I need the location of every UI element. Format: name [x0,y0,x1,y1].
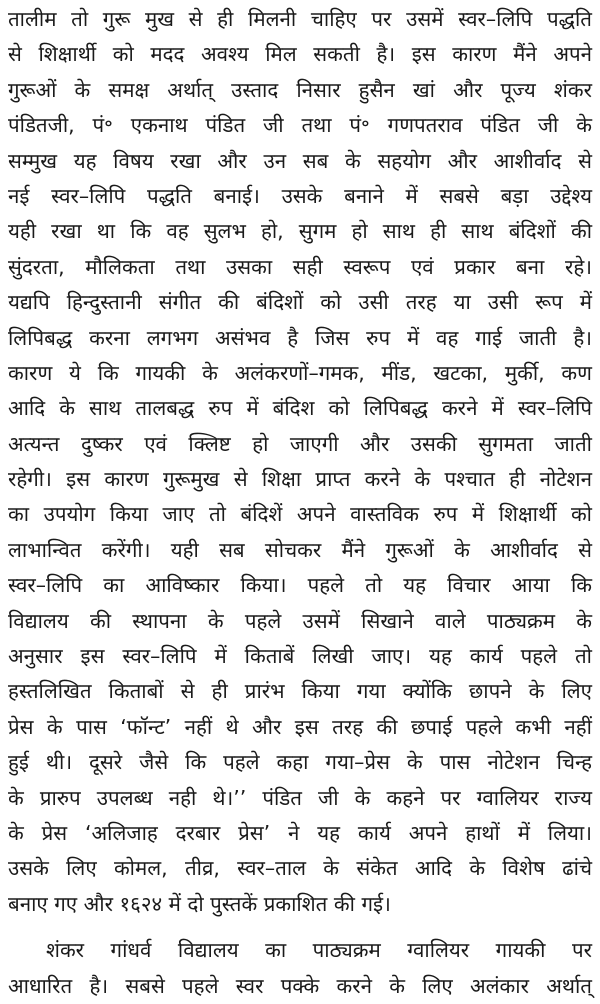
text-line: कारण ये कि गायकी के अलंकरणों–गमक, मींड, खटका, मुर्की, कण [8,360,592,385]
paragraph-1 [8,2,592,922]
text-line: का उपयोग किया जाए तो बंदिशें अपने वास्तविक रुप में शिक्षार्थी को [8,502,592,527]
text-line: आदि के साथ तालबद्ध रुप में बंदिश को लिपिबद्ध करने में स्वर–लिपि [8,396,592,421]
text-line: से शिक्षार्थी को मदद अवश्य मिल सकती है। इस कारण मैंने अपने [8,42,592,67]
text-line: गुरूओं के समक्ष अर्थात् उस्ताद निसार हुसैन खां और पूज्य शंकर [8,77,592,102]
text-line-last: बनाए गए और १६२४ में दो पुस्तकें प्रकाशित की गई। [8,891,391,916]
text-line: सम्मुख यह विषय रखा और उन सब के सहयोग और आशीर्वाद से [8,148,592,173]
text-line: रहेगी। इस कारण गुरूमुख से शिक्षा प्राप्त करने के पश्चात ही नोटेशन [8,467,592,492]
text-line: प्रेस के पास ‘फॉन्ट’ नहीं थे और इस तरह की छपाई पहले कभी नहीं [8,714,592,739]
text-line: लिपिबद्ध करना लगभग असंभव है जिस रुप में वह गाई जाती है। [8,325,592,350]
text-line: यद्यपि हिन्दुस्तानी संगीत की बंदिशों को उसी तरह या उसी रूप में [8,290,592,315]
paragraph-2 [8,933,592,1004]
text-line: नई स्वर–लिपि पद्धति बनाई। उसके बनाने में सबसे बड़ा उद्देश्य [8,183,592,208]
text-line: हस्तलिखित किताबों से ही प्रारंभ किया गया क्योंकि छापने के लिए [8,679,592,704]
text-line: अनुसार इस स्वर–लिपि में किताबें लिखी जाए। यह कार्य पहले तो [8,644,592,669]
text-line: तालीम तो गुरू मुख से ही मिलनी चाहिए पर उसमें स्वर–लिपि पद्धति [8,7,592,31]
text-line: सुंदरता, मौलिकता तथा उसका सही स्वरूप एवं प्रकार बना रहे। [8,254,592,279]
text-line-indented: शंकर गांधर्व विद्यालय का पाठ्यक्रम ग्वालियर गायकी पर [46,938,592,963]
text-line: स्वर–लिपि का आविष्कार किया। पहले तो यह विचार आया कि [8,573,592,598]
text-line: यही रखा था कि वह सुलभ हो, सुगम हो साथ ही साथ बंदिशों की [8,219,592,244]
text-line: पंडितजी, पं॰ एकनाथ पंडित जी तथा पं॰ गणपतराव पंडित जी के [8,113,592,138]
text-line: उसके लिए कोमल, तीव्र, स्वर–ताल के संकेत आदि के विशेष ढांचे [8,856,592,881]
text-line: के प्रारुप उपलब्ध नही थे।’’ पंडित जी के कहने पर ग्वालियर राज्य [8,785,592,810]
text-line: के प्रेस ‘अलिजाह दरबार प्रेस’ ने यह कार्य अपने हाथों में लिया। [8,820,592,845]
document-page [8,2,592,1004]
text-line: अत्यन्त दुष्कर एवं क्लिष्ट हो जाएगी और उसकी सुगमता जाती [8,431,592,456]
text-line: हुई थी। दूसरे जैसे कि पहले कहा गया–प्रेस के पास नोटेशन चिन्ह [8,750,592,775]
text-line: विद्यालय की स्थापना के पहले उसमें सिखाने वाले पाठ्यक्रम के [8,608,592,633]
text-line: लाभान्वित करेंगी। यही सब सोचकर मैंने गुरूओं के आशीर्वाद से [8,537,592,562]
text-line: आधारित है। सबसे पहले स्वर पक्के करने के लिए अलंकार अर्थात् [8,973,592,998]
